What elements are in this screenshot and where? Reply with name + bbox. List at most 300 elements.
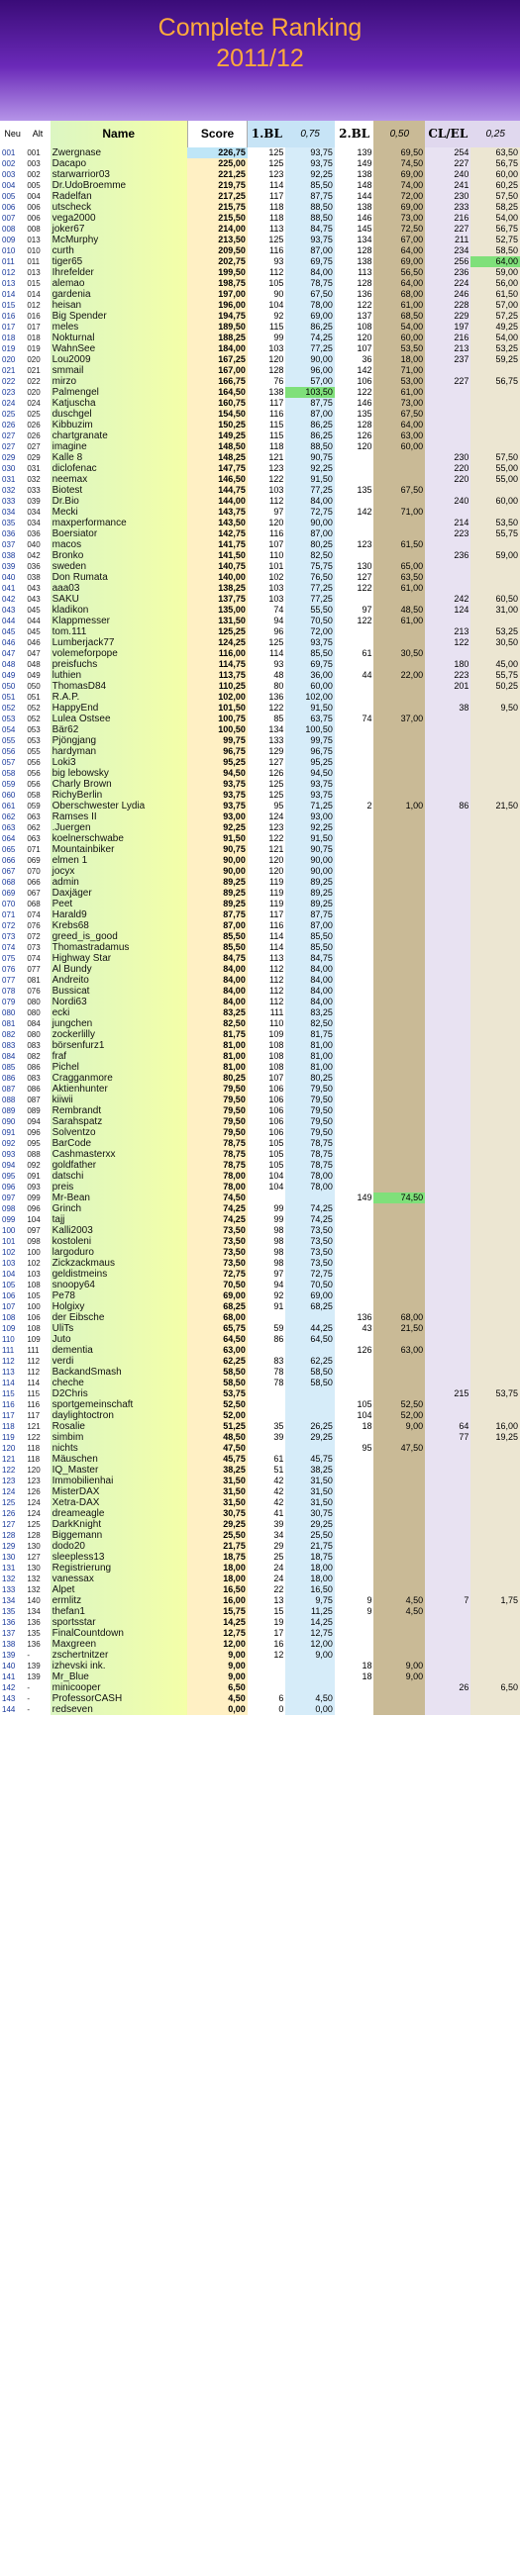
- bl2-points: [335, 975, 374, 986]
- rank-new: 083: [2, 1041, 16, 1050]
- rank-new: 137: [2, 1629, 16, 1638]
- bl2-weighted: [373, 964, 425, 975]
- bl2-weighted: [373, 1639, 425, 1650]
- table-row: [0, 147, 520, 158]
- cl-points: 233: [425, 202, 470, 213]
- table-row: [0, 605, 520, 616]
- rank-new: 114: [2, 1379, 15, 1387]
- player-name: aaa03: [51, 583, 188, 594]
- cl-points: 122: [425, 637, 470, 648]
- bl2-weighted: 64,00: [373, 245, 425, 256]
- cl-points: [425, 1029, 470, 1040]
- rank-old: 111: [27, 1346, 40, 1355]
- cl-weighted: [470, 899, 520, 909]
- rank-old: 043: [27, 595, 41, 604]
- rank-new: 031: [2, 475, 16, 484]
- bl2-points: [335, 1051, 374, 1062]
- cl-weighted: [470, 1541, 520, 1552]
- bl2-points: 135: [335, 485, 374, 496]
- bl2-weighted: [373, 899, 425, 909]
- rank-old: 114: [27, 1379, 41, 1387]
- cl-weighted: [470, 648, 520, 659]
- player-name: Mäuschen: [51, 1454, 188, 1465]
- bl1-points: 97: [248, 507, 286, 518]
- cl-weighted: 55,75: [470, 670, 520, 681]
- rank-new: 007: [2, 214, 16, 223]
- rank-old: 094: [27, 1117, 41, 1126]
- table-row: [0, 942, 520, 953]
- rank-old: 112: [27, 1357, 41, 1366]
- score: 144,00: [187, 496, 248, 507]
- bl1-weighted: 85,50: [285, 931, 335, 942]
- bl1-weighted: 87,00: [285, 245, 335, 256]
- score: 215,75: [187, 202, 248, 213]
- bl2-points: [335, 1356, 374, 1367]
- rank-old: 006: [27, 203, 41, 212]
- table-header-row: [0, 121, 520, 147]
- rank-old: 051: [27, 693, 41, 702]
- cl-points: [425, 1182, 470, 1193]
- score: 89,25: [187, 877, 248, 888]
- table-row: [0, 343, 520, 354]
- bl1-weighted: 89,25: [285, 899, 335, 909]
- player-name: minicooper: [51, 1682, 188, 1693]
- bl2-weighted: [373, 518, 425, 528]
- rank-old: 076: [27, 987, 41, 996]
- score: 53,75: [187, 1388, 248, 1399]
- bl1-points: 98: [248, 1247, 286, 1258]
- bl1-weighted: 78,75: [285, 1149, 335, 1160]
- player-name: McMurphy: [51, 235, 188, 245]
- bl2-points: [335, 855, 374, 866]
- bl1-weighted: 74,25: [285, 333, 335, 343]
- bl1-weighted: 92,25: [285, 463, 335, 474]
- bl1-weighted: 30,75: [285, 1508, 335, 1519]
- bl1-points: 25: [248, 1552, 286, 1563]
- bl2-points: [335, 637, 374, 648]
- bl1-weighted: 77,25: [285, 594, 335, 605]
- cl-weighted: 53,25: [470, 343, 520, 354]
- player-name: maxperformance: [51, 518, 188, 528]
- bl1-weighted: 78,75: [285, 1160, 335, 1171]
- score: 48,50: [187, 1432, 248, 1443]
- score: 65,75: [187, 1323, 248, 1334]
- rank-new: 076: [2, 965, 16, 974]
- player-name: thefan1: [51, 1606, 188, 1617]
- bl1-weighted: [285, 1443, 335, 1454]
- cl-points: 224: [425, 278, 470, 289]
- bl2-points: 122: [335, 300, 374, 311]
- rank-new: 096: [2, 1183, 16, 1192]
- rank-old: 122: [27, 1433, 41, 1442]
- bl1-weighted: 84,00: [285, 267, 335, 278]
- bl2-points: [335, 768, 374, 779]
- player-name: big lebowsky: [51, 768, 188, 779]
- bl1-weighted: 86,25: [285, 420, 335, 430]
- rank-new: 105: [2, 1281, 16, 1289]
- bl1-points: 16: [248, 1639, 286, 1650]
- player-name: Dr.Bio: [51, 496, 188, 507]
- table-row: [0, 1062, 520, 1073]
- bl2-points: 137: [335, 311, 374, 322]
- cl-weighted: 50,25: [470, 681, 520, 692]
- rank-old: 002: [27, 170, 41, 179]
- cl-points: [425, 1639, 470, 1650]
- rank-old: 074: [27, 954, 41, 963]
- bl2-points: 136: [335, 1312, 374, 1323]
- table-row: [0, 1171, 520, 1182]
- rank-old: 089: [27, 1106, 41, 1115]
- cl-points: [425, 409, 470, 420]
- table-row: [0, 822, 520, 833]
- bl2-weighted: [373, 1465, 425, 1476]
- bl1-points: 106: [248, 1095, 286, 1105]
- cl-weighted: [470, 692, 520, 703]
- bl1-points: 106: [248, 1084, 286, 1095]
- table-row: [0, 213, 520, 224]
- table-row: [0, 735, 520, 746]
- score: 81,00: [187, 1062, 248, 1073]
- rank-new: 033: [2, 497, 16, 506]
- player-name: Pichel: [51, 1062, 188, 1073]
- table-row: [0, 1421, 520, 1432]
- bl2-points: [335, 659, 374, 670]
- score: 149,25: [187, 430, 248, 441]
- bl2-weighted: [373, 463, 425, 474]
- player-name: utscheck: [51, 202, 188, 213]
- bl2-points: 138: [335, 202, 374, 213]
- rank-new: 094: [2, 1161, 16, 1170]
- table-row: [0, 1671, 520, 1682]
- bl2-points: [335, 1574, 374, 1584]
- cl-points: [425, 1193, 470, 1203]
- bl1-weighted: 9,75: [285, 1595, 335, 1606]
- score: 74,25: [187, 1214, 248, 1225]
- rank-old: 096: [27, 1128, 41, 1137]
- player-name: fraf: [51, 1051, 188, 1062]
- bl1-points: [248, 1682, 286, 1693]
- bl1-weighted: 31,50: [285, 1476, 335, 1486]
- table-row: [0, 245, 520, 256]
- rank-new: 110: [2, 1335, 15, 1344]
- cl-points: [425, 953, 470, 964]
- player-name: UliTs: [51, 1323, 188, 1334]
- player-name: Alpet: [51, 1584, 188, 1595]
- bl2-weighted: 69,00: [373, 202, 425, 213]
- rank-new: 081: [2, 1019, 16, 1028]
- bl1-points: 102: [248, 572, 286, 583]
- score: 93,75: [187, 779, 248, 790]
- bl2-weighted: [373, 1171, 425, 1182]
- cl-points: [425, 1138, 470, 1149]
- ranking-table: [0, 121, 520, 1715]
- player-name: der Eibsche: [51, 1312, 188, 1323]
- bl2-weighted: 52,50: [373, 1399, 425, 1410]
- score: 14,25: [187, 1617, 248, 1628]
- cl-weighted: [470, 1552, 520, 1563]
- cl-weighted: [470, 1661, 520, 1671]
- table-row: [0, 975, 520, 986]
- score: 78,75: [187, 1149, 248, 1160]
- score: 74,50: [187, 1193, 248, 1203]
- score: 194,75: [187, 311, 248, 322]
- cl-points: [425, 920, 470, 931]
- bl2-weighted: 61,00: [373, 616, 425, 626]
- cl-weighted: 16,00: [470, 1421, 520, 1432]
- table-row: [0, 757, 520, 768]
- rank-new: 091: [2, 1128, 16, 1137]
- bl2-weighted: 63,00: [373, 1345, 425, 1356]
- table-row: [0, 1606, 520, 1617]
- score: 84,75: [187, 953, 248, 964]
- bl2-weighted: [373, 942, 425, 953]
- cl-points: [425, 855, 470, 866]
- bl2-weighted: 71,00: [373, 507, 425, 518]
- player-name: duschgel: [51, 409, 188, 420]
- score: 148,50: [187, 441, 248, 452]
- rank-new: 099: [2, 1215, 16, 1224]
- bl2-points: 18: [335, 1421, 374, 1432]
- cl-points: [425, 1584, 470, 1595]
- table-row: [0, 1508, 520, 1519]
- score: 69,00: [187, 1290, 248, 1301]
- bl1-weighted: 85,50: [285, 942, 335, 953]
- rank-old: 056: [27, 769, 41, 778]
- player-name: ermlitz: [51, 1595, 188, 1606]
- cl-points: 229: [425, 311, 470, 322]
- score: 45,75: [187, 1454, 248, 1465]
- score: 73,50: [187, 1236, 248, 1247]
- bl2-weighted: 47,50: [373, 1443, 425, 1454]
- bl2-points: 138: [335, 169, 374, 180]
- bl1-points: 24: [248, 1563, 286, 1574]
- bl2-points: [335, 1258, 374, 1269]
- bl1-points: 110: [248, 550, 286, 561]
- col-header-bl2: 2.BL: [335, 121, 374, 147]
- bl2-points: 134: [335, 235, 374, 245]
- bl1-weighted: 90,00: [285, 354, 335, 365]
- table-row: [0, 1116, 520, 1127]
- bl1-points: 80: [248, 681, 286, 692]
- bl1-points: 108: [248, 1040, 286, 1051]
- bl2-weighted: 60,00: [373, 333, 425, 343]
- rank-new: 056: [2, 747, 16, 756]
- bl1-weighted: [285, 1682, 335, 1693]
- bl2-weighted: 22,00: [373, 670, 425, 681]
- score: 52,00: [187, 1410, 248, 1421]
- rank-old: 024: [27, 399, 41, 408]
- bl1-points: 83: [248, 1356, 286, 1367]
- bl2-points: [335, 1388, 374, 1399]
- score: 70,50: [187, 1280, 248, 1290]
- cl-points: [425, 1617, 470, 1628]
- cl-points: 211: [425, 235, 470, 245]
- cl-weighted: 45,00: [470, 659, 520, 670]
- bl2-weighted: 74,50: [373, 158, 425, 169]
- bl2-points: [335, 1040, 374, 1051]
- rank-new: 060: [2, 791, 16, 800]
- bl1-weighted: 69,00: [285, 1290, 335, 1301]
- cl-weighted: [470, 790, 520, 801]
- bl2-points: [335, 1171, 374, 1182]
- cl-weighted: [470, 1650, 520, 1661]
- bl2-points: [335, 1084, 374, 1095]
- cl-points: [425, 997, 470, 1007]
- bl1-points: 128: [248, 365, 286, 376]
- player-name: kostoleni: [51, 1236, 188, 1247]
- bl1-weighted: 63,75: [285, 714, 335, 724]
- player-name: neemax: [51, 474, 188, 485]
- rank-old: 104: [27, 1215, 41, 1224]
- cl-weighted: [470, 1138, 520, 1149]
- bl1-points: 94: [248, 616, 286, 626]
- bl2-weighted: [373, 790, 425, 801]
- bl1-points: 118: [248, 213, 286, 224]
- player-name: Loki3: [51, 757, 188, 768]
- bl1-points: 22: [248, 1584, 286, 1595]
- bl2-points: [335, 866, 374, 877]
- bl1-weighted: 88,50: [285, 202, 335, 213]
- bl2-points: [335, 931, 374, 942]
- score: 80,25: [187, 1073, 248, 1084]
- score: 15,75: [187, 1606, 248, 1617]
- col-header-bl1: 1.BL: [248, 121, 286, 147]
- bl2-points: 120: [335, 441, 374, 452]
- bl2-weighted: [373, 1138, 425, 1149]
- rank-new: 125: [2, 1498, 16, 1507]
- cl-points: [425, 1084, 470, 1095]
- score: 16,00: [187, 1595, 248, 1606]
- bl1-points: 116: [248, 920, 286, 931]
- bl2-weighted: [373, 1574, 425, 1584]
- table-row: [0, 877, 520, 888]
- table-row: [0, 1138, 520, 1149]
- rank-new: 016: [2, 312, 16, 321]
- score: 12,75: [187, 1628, 248, 1639]
- bl1-points: 103: [248, 594, 286, 605]
- bl2-points: [335, 1290, 374, 1301]
- cl-points: [425, 1661, 470, 1671]
- rank-new: 032: [2, 486, 16, 495]
- bl1-weighted: 70,50: [285, 1280, 335, 1290]
- rank-old: 126: [27, 1487, 41, 1496]
- bl1-points: 90: [248, 289, 286, 300]
- bl1-weighted: 75,75: [285, 561, 335, 572]
- table-row: [0, 1040, 520, 1051]
- cl-weighted: [470, 616, 520, 626]
- rank-old: 108: [27, 1324, 41, 1333]
- cl-weighted: [470, 746, 520, 757]
- bl1-weighted: 95,25: [285, 757, 335, 768]
- bl1-points: [248, 1312, 286, 1323]
- cl-points: [425, 561, 470, 572]
- score: 166,75: [187, 376, 248, 387]
- player-name: nichts: [51, 1443, 188, 1454]
- score: 99,75: [187, 735, 248, 746]
- cl-weighted: [470, 1062, 520, 1073]
- score: 150,25: [187, 420, 248, 430]
- rank-old: 052: [27, 704, 41, 713]
- bl1-points: 94: [248, 1280, 286, 1290]
- bl1-weighted: 62,25: [285, 1356, 335, 1367]
- cl-weighted: [470, 1486, 520, 1497]
- bl1-points: 114: [248, 648, 286, 659]
- rank-old: 032: [27, 475, 41, 484]
- player-name: Rosalie: [51, 1421, 188, 1432]
- bl1-weighted: [285, 1193, 335, 1203]
- bl1-weighted: 0,00: [285, 1704, 335, 1715]
- rank-old: 106: [27, 1313, 41, 1322]
- rank-old: 044: [27, 617, 41, 625]
- score: 198,75: [187, 278, 248, 289]
- rank-old: 055: [27, 747, 41, 756]
- bl1-weighted: 69,75: [285, 659, 335, 670]
- bl2-points: 43: [335, 1323, 374, 1334]
- cl-points: [425, 398, 470, 409]
- cl-weighted: [470, 1356, 520, 1367]
- bl1-points: 114: [248, 942, 286, 953]
- bl2-points: [335, 1236, 374, 1247]
- cl-points: [425, 1704, 470, 1715]
- bl1-weighted: 12,00: [285, 1639, 335, 1650]
- player-name: izhevski ink.: [51, 1661, 188, 1671]
- score: 90,75: [187, 844, 248, 855]
- table-row: [0, 670, 520, 681]
- bl2-points: [335, 1432, 374, 1443]
- bl1-points: 93: [248, 659, 286, 670]
- rank-new: 027: [2, 431, 16, 440]
- cl-points: [425, 964, 470, 975]
- rank-old: 132: [27, 1585, 41, 1594]
- score: 84,00: [187, 975, 248, 986]
- player-name: heisan: [51, 300, 188, 311]
- player-name: Cragganmore: [51, 1073, 188, 1084]
- table-row: [0, 1486, 520, 1497]
- cl-weighted: 57,00: [470, 300, 520, 311]
- rank-old: 029: [27, 453, 41, 462]
- score: 116,00: [187, 648, 248, 659]
- player-name: HappyEnd: [51, 703, 188, 714]
- player-name: Kalli2003: [51, 1225, 188, 1236]
- rank-new: 057: [2, 758, 16, 767]
- bl2-weighted: [373, 703, 425, 714]
- bl2-weighted: 73,00: [373, 213, 425, 224]
- bl2-weighted: 52,00: [373, 1410, 425, 1421]
- bl2-points: 126: [335, 1345, 374, 1356]
- bl1-points: 111: [248, 1007, 286, 1018]
- table-row: [0, 496, 520, 507]
- rank-old: 103: [27, 1270, 41, 1279]
- bl1-points: 103: [248, 583, 286, 594]
- bl1-weighted: [285, 1345, 335, 1356]
- cl-weighted: [470, 1073, 520, 1084]
- cl-points: [425, 1650, 470, 1661]
- score: 90,00: [187, 866, 248, 877]
- cl-points: 201: [425, 681, 470, 692]
- rank-old: 063: [27, 812, 41, 821]
- cl-points: 86: [425, 801, 470, 811]
- score: 78,75: [187, 1160, 248, 1171]
- cl-weighted: [470, 1671, 520, 1682]
- bl1-points: 112: [248, 964, 286, 975]
- bl2-points: [335, 1584, 374, 1595]
- player-name: tiger65: [51, 256, 188, 267]
- cl-points: [425, 365, 470, 376]
- rank-old: 010: [27, 246, 41, 255]
- bl2-points: [335, 1650, 374, 1661]
- cl-weighted: [470, 822, 520, 833]
- cl-points: [425, 1236, 470, 1247]
